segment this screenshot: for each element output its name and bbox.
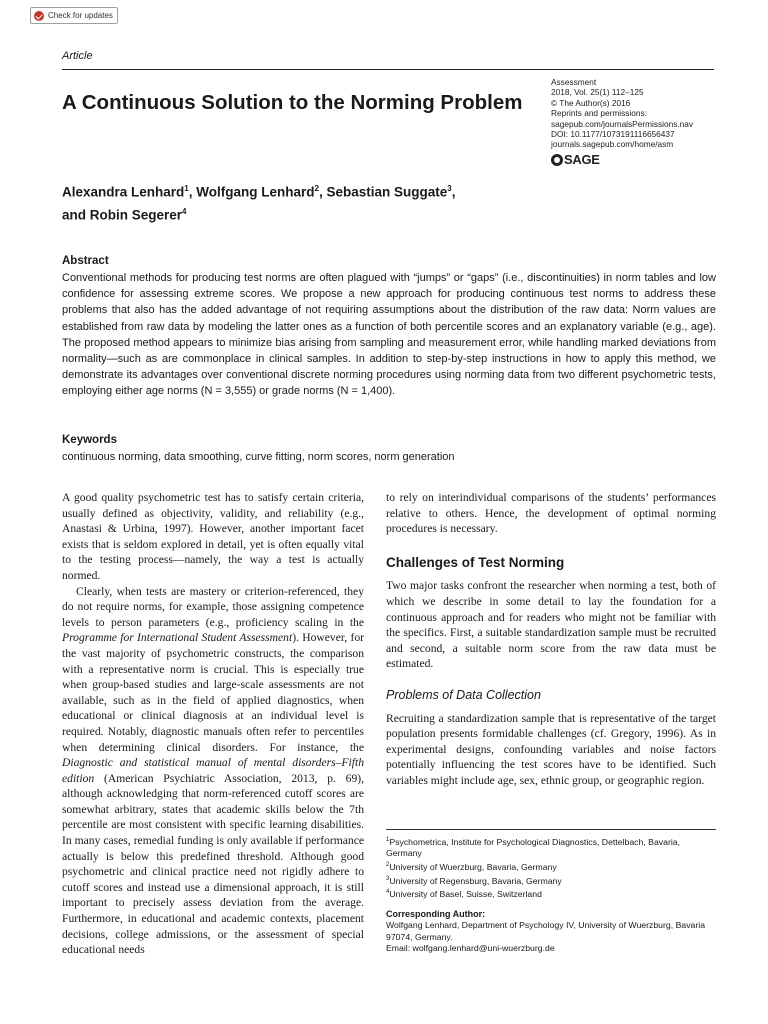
affiliation-footnote: $^4$University of Basel, Suisse, Switzerland	[386, 888, 542, 899]
body-paragraph: Two major tasks confront the researcher when norming a test, both of which we describe in some detail to lay the foundation for a continuous approach and for readers who might not be familiar with the specifics. First, a suitable standardization sample must be recruited and second, a suitable norm score from the raw data must be estimated.	[386, 579, 716, 671]
author-name: Wolfgang Lenhard	[196, 184, 315, 200]
author-name: and Robin Segerer	[62, 207, 183, 222]
check-for-updates-badge[interactable]	[30, 7, 118, 24]
body-column-left	[62, 490, 364, 958]
footnotes	[386, 835, 716, 955]
affiliation-footnote: $^2$University of Wuerzburg, Bavaria, Germany	[386, 861, 557, 872]
corresponding-author-heading: Corresponding Author:	[386, 908, 486, 919]
header-rule	[62, 69, 714, 70]
author-affiliation-marker: 1	[184, 184, 189, 193]
journal-reprints: Reprints and permissions:	[551, 108, 647, 119]
journal-info	[551, 77, 741, 166]
body-paragraph: Clearly, when tests are mastery or criterion-referenced, they do not require norms, for example, those assigning competence levels to person parameters (e.g., proficiency scaling in the Programme for International Student Assessment). However, for the vast majority of psychometric constructs, the comparison with a representative norm is crucial. This is especially true when group-based studies and large-scale assessments are not available, such as in the field of applied diagnostics, when educational or clinical diagnosis at an individual level is required. Notably, diagnostic manuals often refer to percentiles when determining clinical disorders. For instance, the Diagnostic and statistical manual of mental disorders–Fifth edition (American Psychiatric Association, 2013, p. 69), although acknowledging that norm-referenced cutoff scores are somewhat arbitrary, states that academic skills below the 7th percentile are most consistent with specific learning disabilities. In many cases, remedial funding is only available if performance actually is below this predefined threshold. Although good psychometric and clinical practice need not rigidly adhere to cutoff scores and instead use a dimensional approach, it is still important to precisely assess deviation from the average. Furthermore, in educational and academic contexts, placement decisions, college admissions, or the assessment of special educational needs	[62, 584, 364, 957]
abstract-text: Conventional methods for producing test norms are often plagued with “jumps” or “gaps” (i.e., discontinuities) in norm tables and low confidence for assessing extreme scores. We propose a new approach for producing continuous test norms to address these problems that also has the added advantage of not requiring assumptions about the distribution of the raw data: Norm values are established from raw data by modeling the latter ones as a function of both percentile scores and an explanatory variable (e.g., age). The proposed method appears to minimize bias arising from sampling and measurement error, while handling marked deviations from normality—such as are commonplace in clinical samples. In addition to step-by-step instructions in how to apply this method, we demonstrate its advantages over conventional discrete norming procedures using norming data from two different psychometric tests, employing either age norms (N = 3,555) or grade norms (N = 1,400).	[62, 272, 716, 398]
publisher-logo	[551, 151, 741, 167]
keywords-text: continuous norming, data smoothing, curve fitting, norm scores, norm generation	[62, 451, 455, 463]
publisher-name: SAGE	[564, 151, 600, 167]
author-affiliation-marker: 3	[447, 184, 452, 193]
author-name: Alexandra Lenhard	[62, 184, 185, 200]
body-column-right	[386, 490, 716, 789]
article-type-label: Article	[62, 50, 93, 62]
journal-doi[interactable]: DOI: 10.1177/1073191116656437	[551, 129, 675, 140]
article-title: A Continuous Solution to the Norming Problem	[62, 91, 523, 114]
subsection-heading: Problems of Data Collection	[386, 687, 541, 702]
author-affiliation-marker: 4	[182, 206, 187, 216]
corresponding-author-email[interactable]: Email: wolfgang.lenhard@uni-wuerzburg.de	[386, 943, 555, 954]
body-paragraph: to rely on interindividual comparisons of the students’ performances relative to others. Hence, the development of optimal norming procedures is necessary.	[386, 491, 716, 536]
body-paragraph: A good quality psychometric test has to satisfy certain criteria, usually defined as objectivity, validity, and reliability (e.g., Anastasi & Urbina, 1997). However, another important facet exists that is seldom explored in detail, yet is often equally vital to the testing process—namely, the way a test is actually normed.	[62, 491, 364, 582]
sage-logo-icon	[551, 154, 563, 166]
journal-volume: 2018, Vol. 25(1) 112–125	[551, 87, 644, 98]
affiliation-footnote: $^1$Psychometrica, Institute for Psychological Diagnostics, Dettelbach, Bavaria, Germany	[386, 836, 681, 859]
keywords-heading: Keywords	[62, 434, 117, 446]
affiliation-footnote: $^3$University of Regensburg, Bavaria, Germany	[386, 875, 562, 886]
journal-homepage-link[interactable]: journals.sagepub.com/home/asm	[551, 139, 674, 150]
author-name: Sebastian Suggate	[326, 184, 448, 200]
section-heading: Challenges of Test Norming	[386, 554, 565, 570]
abstract-heading: Abstract	[62, 255, 109, 267]
check-for-updates-label: Check for updates	[48, 11, 113, 20]
author-affiliation-marker: 2	[314, 184, 319, 193]
footnote-rule	[386, 829, 716, 830]
author-list: Alexandra Lenhard$^1$, Wolfgang Lenhard$^2$, Sebastian Suggate$^3$, and Robin Segerer$^4$	[62, 184, 456, 222]
corresponding-author-address: Wolfgang Lenhard, Department of Psychology IV, University of Wuerzburg, Bavaria 97074, Germany.	[386, 920, 706, 942]
journal-name: Assessment	[551, 77, 597, 87]
journal-reprints-link[interactable]: sagepub.com/journalsPermissions.nav	[551, 118, 694, 129]
body-paragraph: Recruiting a standardization sample that is representative of the target population presents formidable challenges (cf. Gregory, 1996). As in experimental designs, confounding variables and noise factors potentially influencing the test scores have to be identified. Such variables might include age, sex, ethnic group, or geographic region.	[386, 711, 716, 787]
journal-copyright: © The Author(s) 2016	[551, 97, 631, 108]
check-icon	[34, 11, 44, 21]
